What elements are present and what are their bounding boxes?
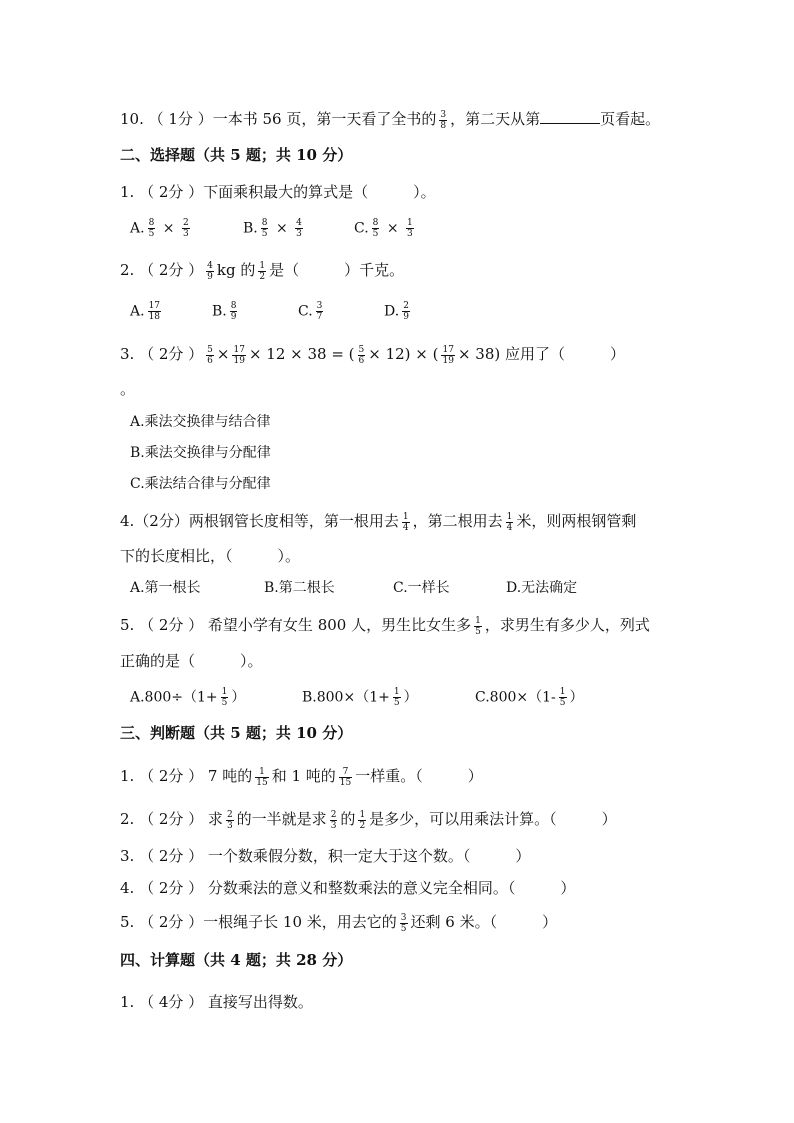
- fraction: $\frac{3}{8}$: [440, 109, 447, 131]
- option-c[interactable]: C. $\frac{3}{7}$: [298, 301, 323, 322]
- judgment-question-4: 4. （ 2分 ） 分数乘法的意义和整数乘法的意义完全相同。（ ）: [120, 879, 576, 897]
- section-title-calculation: 四、计算题（共 4 题；共 28 分）: [120, 951, 353, 969]
- question-tail: 。: [120, 380, 136, 398]
- option-b[interactable]: B. $\frac{8}{9}$: [212, 301, 237, 322]
- choice-question-5: 5. （ 2分 ） 希望小学有女生 800 人，男生比女生多 $\frac{1}{5}$ ，求男生有多少人，列式: [120, 615, 650, 637]
- section-title-choice: 二、选择题（共 5 题；共 10 分）: [120, 146, 353, 164]
- option-b[interactable]: B.乘法交换律与分配律: [130, 445, 271, 461]
- option-b[interactable]: B.第二根长: [264, 580, 335, 596]
- option-a[interactable]: A.第一根长: [130, 580, 201, 596]
- option-a[interactable]: A. $\frac{8}{5}$ × $\frac{2}{3}$: [130, 218, 189, 239]
- section-title-judgment: 三、判断题（共 5 题；共 10 分）: [120, 724, 353, 742]
- choice-question-2: 2. （ 2分 ） $\frac{4}{9}$ kg 的 $\frac{1}{2}$ 是（ ）千克。: [120, 260, 405, 282]
- option-a[interactable]: A.800÷（1+ $\frac{1}{5}$ ）: [130, 687, 246, 708]
- choice-question-3: 3. （ 2分 ） $\frac{5}{6}$ × $\frac{17}{19}$ × 12 × 38 = ( $\frac{5}{6}$ × 12) × ( $\frac{17}{19}$ × 38) 应用了（ ）: [120, 344, 625, 366]
- choice-question-1: 1. （ 2分 ）下面乘积最大的算式是（ ）。: [120, 183, 436, 201]
- judgment-question-1: 1. （ 2分 ） 7 吨的 $\frac{1}{15}$ 和 1 吨的 $\frac{7}{15}$ 一样重。（ ）: [120, 766, 483, 788]
- calc-question-1: 1. （ 4分 ） 直接写出得数。: [120, 993, 313, 1011]
- option-b[interactable]: B. $\frac{8}{5}$ × $\frac{4}{3}$: [243, 218, 302, 239]
- option-b[interactable]: B.800×（1+ $\frac{1}{5}$ ）: [302, 687, 418, 708]
- option-c[interactable]: C.一样长: [393, 580, 450, 596]
- option-d[interactable]: D.无法确定: [506, 580, 578, 596]
- option-c[interactable]: C.乘法结合律与分配律: [130, 476, 271, 492]
- judgment-question-3: 3. （ 2分 ） 一个数乘假分数，积一定大于这个数。（ ）: [120, 847, 531, 865]
- judgment-question-5: 5. （ 2分 ）一根绳子长 10 米，用去它的 $\frac{3}{5}$ 还剩 6 米。（ ）: [120, 912, 558, 934]
- choice-question-4: 4.（2分）两根钢管长度相等，第一根用去 $\frac{1}{4}$ ，第二根用去 $\frac{1}{4}$ 米，则两根钢管剩: [120, 511, 637, 533]
- option-c[interactable]: C.800×（1- $\frac{1}{5}$ ）: [475, 687, 584, 708]
- option-c[interactable]: C. $\frac{8}{5}$ × $\frac{1}{3}$: [354, 218, 413, 239]
- option-a[interactable]: A. $\frac{17}{18}$: [130, 301, 161, 322]
- judgment-question-2: 2. （ 2分 ） 求 $\frac{2}{3}$ 的一半就是求 $\frac{2}{3}$ 的 $\frac{1}{2}$ 是多少，可以用乘法计算。（ ）: [120, 809, 617, 831]
- option-d[interactable]: D. $\frac{2}{9}$: [384, 301, 409, 322]
- answer-blank[interactable]: [540, 109, 600, 124]
- question-10: 10. （ 1分 ）一本书 56 页，第一天看了全书的 $\frac{3}{8}$ ，第二天从第 页看起。: [120, 109, 661, 131]
- question-line: 下的长度相比，（ ）。: [120, 547, 301, 565]
- option-a[interactable]: A.乘法交换律与结合律: [130, 414, 271, 430]
- question-line: 正确的是（ ）。: [120, 652, 263, 670]
